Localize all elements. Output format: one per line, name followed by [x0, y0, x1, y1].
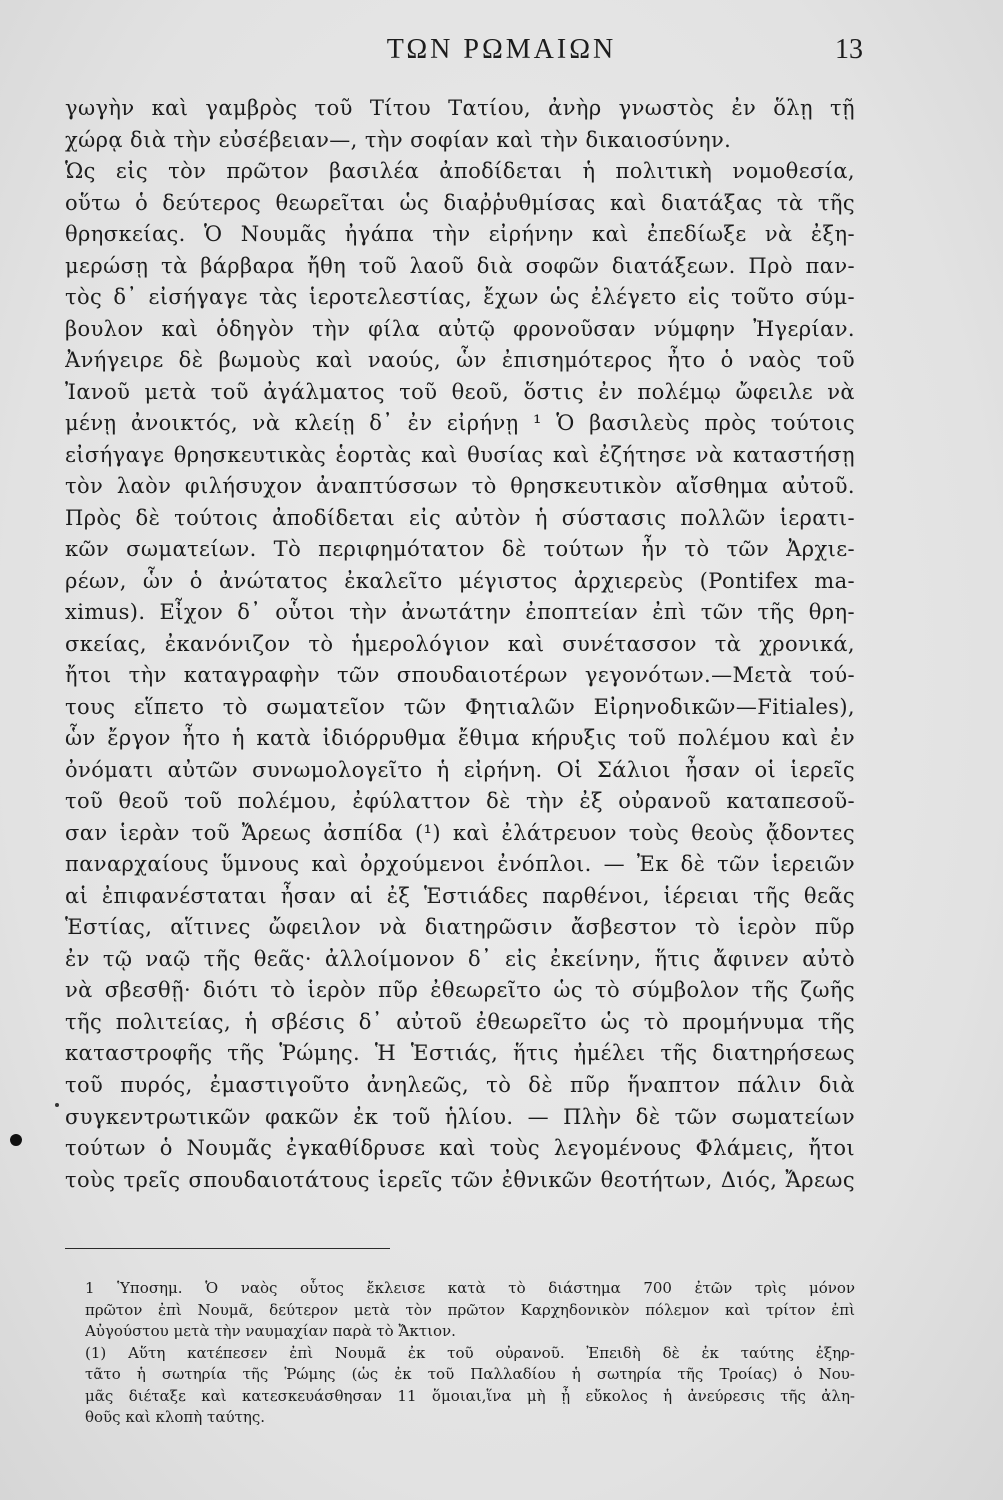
body-text [65, 93, 855, 1196]
margin-mark [55, 1103, 59, 1107]
body-line: νὰ σβεσθῇ· διότι τὸ ἱερὸν πῦρ ἐθεωρεῖτο ὡς τὸ σύμβολον τῆς ζωῆς [65, 978, 855, 1003]
body-line: Ἀνήγειρε δὲ βωμοὺς καὶ ναούς, ὧν ἐπισημότερος ἦτο ὁ ναὸς τοῦ [65, 348, 855, 373]
body-line: Ἑστίας, αἵτινες ὤφειλον νὰ διατηρῶσιν ἄσβεστον τὸ ἱερὸν πῦρ [65, 915, 855, 940]
body-line: μένῃ ἀνοικτός, νὰ κλείῃ δ᾽ ἐν εἰρήνῃ ¹ Ὁ βασιλεὺς πρὸς τούτοις [65, 411, 855, 436]
footnote-line: (1) Αὕτη κατέπεσεν ἐπὶ Νουμᾶ ἐκ τοῦ οὐρανοῦ. Ἐπειδὴ δὲ ἐκ ταύτης ἐξηρ- [85, 1343, 855, 1362]
body-line: ἐν τῷ ναῷ τῆς θεᾶς· ἀλλοίμονον δ᾽ εἰς ἐκείνην, ἥτις ἄφινεν αὐτὸ [65, 946, 855, 971]
body-line: τὸς δ᾽ εἰσήγαγε τὰς ἱεροτελεστίας, ἔχων ὡς ἐλέγετο εἰς τοῦτο σύμ- [65, 285, 855, 310]
body-line: οὕτω ὁ δεύτερος θεωρεῖται ὡς διαῤῥυθμίσας καὶ διατάξας τὰ τῆς [65, 190, 855, 215]
body-line: θρησκείας. Ὁ Νουμᾶς ἠγάπα τὴν εἰρήνην καὶ ἐπεδίωξε νὰ ἐξη- [65, 222, 855, 247]
body-line: βουλον καὶ ὁδηγὸν τὴν φίλα αὐτῷ φρονοῦσαν νύμφην Ἠγερίαν. [65, 316, 855, 341]
body-line: τὸν λαὸν φιλήσυχον ἀναπτύσσων τὸ θρησκευτικὸν αἴσθημα αὐτοῦ. [65, 474, 855, 499]
body-line: καταστροφῆς τῆς Ῥώμης. Ἡ Ἑστιάς, ἥτις ἠμέλει τῆς διατηρήσεως [65, 1041, 855, 1066]
body-line: συγκεντρωτικῶν φακῶν ἐκ τοῦ ἡλίου. — Πλὴν δὲ τῶν σωματείων [65, 1104, 855, 1129]
body-line: μερώσῃ τὰ βάρβαρα ἤθη τοῦ λαοῦ διὰ σοφῶν διατάξεων. Πρὸ παν- [65, 253, 855, 278]
body-line: ὧν ἔργον ἦτο ἡ κατὰ ἰδιόρρυθμα ἔθιμα κήρυξις τοῦ πολέμου καὶ ἐν [65, 726, 855, 751]
body-line: ὀνόματι αὐτῶν συνωμολογεῖτο ἡ εἰρήνη. Οἱ Σάλιοι ἦσαν οἱ ἱερεῖς [65, 757, 855, 782]
footnote-rule [65, 1248, 390, 1249]
body-line: τούτων ὁ Νουμᾶς ἐγκαθίδρυσε καὶ τοὺς λεγομένους Φλάμεις, ἤτοι [65, 1136, 855, 1161]
body-line: γωγὴν καὶ γαμβρὸς τοῦ Τίτου Τατίου, ἀνὴρ γνωστὸς ἐν ὅλῃ τῇ [65, 96, 855, 120]
body-line: ρέων, ὧν ὁ ἀνώτατος ἐκαλεῖτο μέγιστος ἀρχιερεὺς (Pontifex ma- [65, 568, 855, 593]
footnote-line: τᾶτο ἡ σωτηρία τῆς Ῥώμης (ὡς ἐκ τοῦ Παλλαδίου ἡ σωτηρία τῆς Τροίας) ὁ Νου- [85, 1365, 855, 1383]
body-line: ἤτοι τὴν καταγραφὴν τῶν σπουδαιοτέρων γεγονότων.—Μετὰ τού- [65, 663, 855, 688]
running-head [0, 30, 1003, 70]
body-line: Πρὸς δὲ τούτοις ἀποδίδεται εἰς αὐτὸν ἡ σύστασις πολλῶν ἱερατι- [65, 505, 855, 530]
footnote-line: μᾶς διέταξε καὶ κατεσκευάσθησαν 11 ὅμοιαι,ἵνα μὴ ᾖ εὔκολος ἡ ἀνεύρεσις τῆς ἀλη- [85, 1386, 855, 1405]
body-line: ximus). Εἶχον δ᾽ οὗτοι τὴν ἀνωτάτην ἐποπτείαν ἐπὶ τῶν τῆς θρη- [65, 600, 855, 625]
body-line: Ἰανοῦ μετὰ τοῦ ἀγάλματος τοῦ θεοῦ, ὅστις ἐν πολέμῳ ὤφειλε νὰ [65, 379, 855, 404]
body-line: τους εἵπετο τὸ σωματεῖον τῶν Φητιαλῶν Εἰρηνοδικῶν—Fitiales), [65, 694, 855, 719]
footnotes [85, 1278, 855, 1429]
body-line: σκείας, ἐκανόνιζον τὸ ἡμερολόγιον καὶ συνέτασσον τὰ χρονικά, [65, 631, 855, 656]
footnote-line: 1 Ὑποσημ. Ὁ ναὸς οὗτος ἔκλεισε κατὰ τὸ διάστημα 700 ἐτῶν τρὶς μόνον [85, 1279, 855, 1297]
body-line: εἰσήγαγε θρησκευτικὰς ἑορτὰς καὶ θυσίας καὶ ἐζήτησε νὰ καταστήσῃ [65, 442, 855, 467]
body-line: τοῦ πυρός, ἐμαστιγοῦτο ἀνηλεῶς, τὸ δὲ πῦρ ἥναπτον πάλιν διὰ [65, 1072, 855, 1097]
body-line: χώρᾳ διὰ τὴν εὐσέβειαν—, τὴν σοφίαν καὶ τὴν δικαιοσύνην. [65, 127, 732, 152]
footnote-line: θοῦς καὶ κλοπὴ ταύτης. [85, 1408, 266, 1426]
body-line: παναρχαίους ὕμνους καὶ ὀρχούμενοι ἐνόπλοι. — Ἐκ δὲ τῶν ἱερειῶν [65, 852, 855, 877]
page-number: 13 [835, 34, 863, 65]
body-line: Ὡς εἰς τὸν πρῶτον βασιλέα ἀποδίδεται ἡ πολιτικὴ νομοθεσία, [65, 159, 855, 184]
running-title: ΤΩΝ ΡΩΜΑΙΩΝ [386, 34, 617, 65]
body-line: κῶν σωματείων. Τὸ περιφημότατον δὲ τούτων ἦν τὸ τῶν Ἀρχιε- [65, 537, 855, 562]
margin-bullet [10, 1134, 22, 1146]
body-line: τοὺς τρεῖς σπουδαιοτάτους ἱερεῖς τῶν ἐθνικῶν θεοτήτων, Διός, Ἄρεως [65, 1167, 855, 1192]
footnote-line: πρῶτον ἐπὶ Νουμᾶ, δεύτερον μετὰ τὸν πρῶτον Καρχηδονικὸν πόλεμον καὶ τρίτον ἐπὶ [85, 1300, 855, 1319]
footnote-line: Αὐγούστου μετὰ τὴν ναυμαχίαν παρὰ τὸ Ἄκτιον. [85, 1322, 456, 1340]
body-line: τοῦ θεοῦ τοῦ πολέμου, ἐφύλαττον δὲ τὴν ἐξ οὐρανοῦ καταπεσοῦ- [65, 789, 855, 814]
body-line: αἱ ἐπιφανέσταται ἦσαν αἱ ἐξ Ἑστιάδες παρθένοι, ἱέρειαι τῆς θεᾶς [65, 883, 855, 908]
body-line: σαν ἱερὰν τοῦ Ἄρεως ἀσπίδα (¹) καὶ ἐλάτρευον τοὺς θεοὺς ᾄδοντες [65, 820, 855, 845]
body-line: τῆς πολιτείας, ἡ σβέσις δ᾽ αὐτοῦ ἐθεωρεῖτο ὡς τὸ προμήνυμα τῆς [65, 1009, 855, 1034]
